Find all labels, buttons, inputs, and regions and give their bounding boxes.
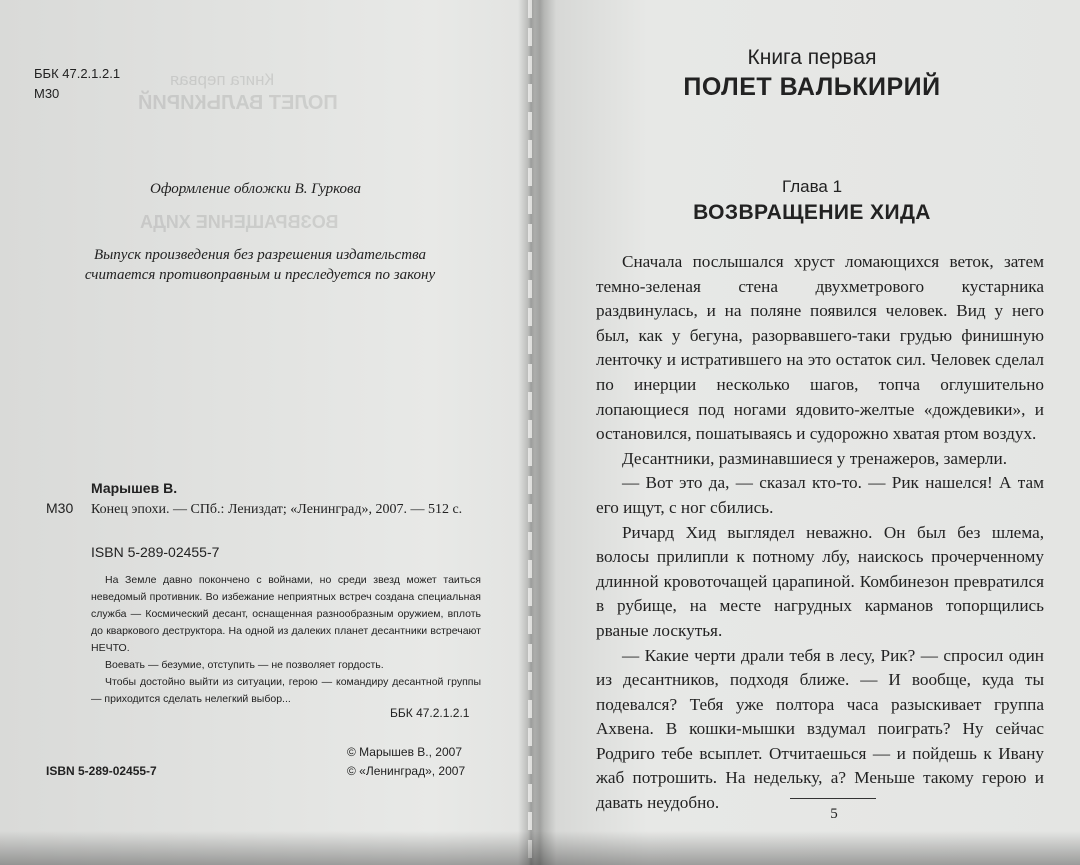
body-paragraph: Ричард Хид выглядел неважно. Он был без шлема, волосы прилипли к потному лбу, наискось прочерченному длинной кровоточащей царапиной. Комбинезон превратился в рубище, на месте нагрудных карманов топорщились рваные лоскутья. bbox=[596, 522, 1044, 640]
binding-stitches bbox=[528, 0, 532, 865]
page-number: 5 bbox=[830, 806, 838, 822]
bbk-top-block bbox=[34, 64, 120, 104]
annotation-paragraph: Чтобы достойно выйти из ситуации, герою — командиру десантной группы — приходится сделать нелегкий выбор... bbox=[91, 676, 481, 705]
isbn-bottom: ISBN 5-289-02455-7 bbox=[46, 764, 157, 778]
isbn: ISBN 5-289-02455-7 bbox=[91, 544, 220, 560]
book-label: Книга первая bbox=[747, 46, 877, 69]
annotation-paragraph: На Земле давно покончено с войнами, но среди звезд может таиться неведомый противник. Во избежание неприятных встреч создана специальная служба — Космический десант, оснащенная разнообразным оружием, вплоть до кваркового деструктора. На одной из далеких планет десантники встречают НЕЧТО. bbox=[91, 574, 481, 654]
bibliographic-entry: Конец эпохи. — СПб.: Лениздат; «Ленинград», 2007. — 512 с. bbox=[91, 502, 463, 517]
footer-rule bbox=[790, 798, 876, 799]
body-paragraph: Десантники, разминавшиеся у тренажеров, замерли. bbox=[622, 448, 1008, 468]
author-heading: Марышев В. bbox=[91, 480, 178, 496]
body-paragraph: — Какие черти драли тебя в лесу, Рик? — спросил один из десантников, подходя ближе. — И вообще, куда ты подевался? Тебя уже полтора часа разыскивает группа Ахвена. В кошки-мышки вздумал поиграть? Ну сейчас Родриго тебе всыплет. Отчитаешься — и пойдешь к Ивану жаб потрошить. На недельку, а? Меньше такому герою и давать неудобно. bbox=[596, 645, 1044, 813]
annotation bbox=[91, 572, 481, 708]
left-page bbox=[0, 0, 518, 865]
book-title: ПОЛЕТ ВАЛЬКИРИЙ bbox=[683, 73, 941, 101]
cover-credit: Оформление обложки В. Гуркова bbox=[150, 181, 361, 197]
chapter-label: Глава 1 bbox=[781, 177, 843, 196]
bottom-shadow bbox=[0, 831, 1080, 865]
annotation-paragraph: Воевать — безумие, отступить — не позволяет гордость. bbox=[105, 659, 384, 671]
bbk-bottom: ББК 47.2.1.2.1 bbox=[390, 706, 470, 720]
bleed-through-chapter-title: ВОЗВРАЩЕНИЕ ХИДА bbox=[140, 212, 339, 232]
bbk-code: ББК 47.2.1.2.1 bbox=[34, 66, 121, 81]
copyright-publisher: © «Ленинград», 2007 bbox=[347, 764, 466, 778]
body-paragraph: — Вот это да, — сказал кто-то. — Рик нашелся! А там его ищут, с ног сбились. bbox=[596, 473, 1044, 517]
right-page bbox=[544, 0, 1080, 865]
copyright-author: © Марышев В., 2007 bbox=[347, 745, 462, 759]
catalog-mark: М30 bbox=[46, 500, 74, 516]
copyrights bbox=[347, 743, 465, 781]
chapter-title: ВОЗВРАЩЕНИЕ ХИДА bbox=[693, 201, 931, 224]
legal-notice: Выпуск произведения без разрешения издательства считается противоправным и преследуется по закону bbox=[84, 247, 436, 283]
bleed-through-book-label: Книга первая bbox=[170, 70, 275, 89]
chapter-body bbox=[596, 250, 1044, 816]
author-mark: М30 bbox=[34, 86, 60, 101]
body-paragraph: Сначала послышался хруст ломающихся веток, затем темно-зеленая стена двухметрового кустарника раздвинулась, и на поляне появился человек. Вид у него был, как у бегуна, разорвавшего-таки грудью финишную ленточку и истратившего на это остаток сил. Человек сделал по инерции несколько шагов, топча оглушительно лопающиеся под ногами ядовито-желтые «дождевики», и остановился, пошатываясь и судорожно хватая ртом воздух. bbox=[596, 252, 1044, 444]
bleed-through-book-title: ПОЛЕТ ВАЛЬКИРИЙ bbox=[138, 92, 338, 114]
